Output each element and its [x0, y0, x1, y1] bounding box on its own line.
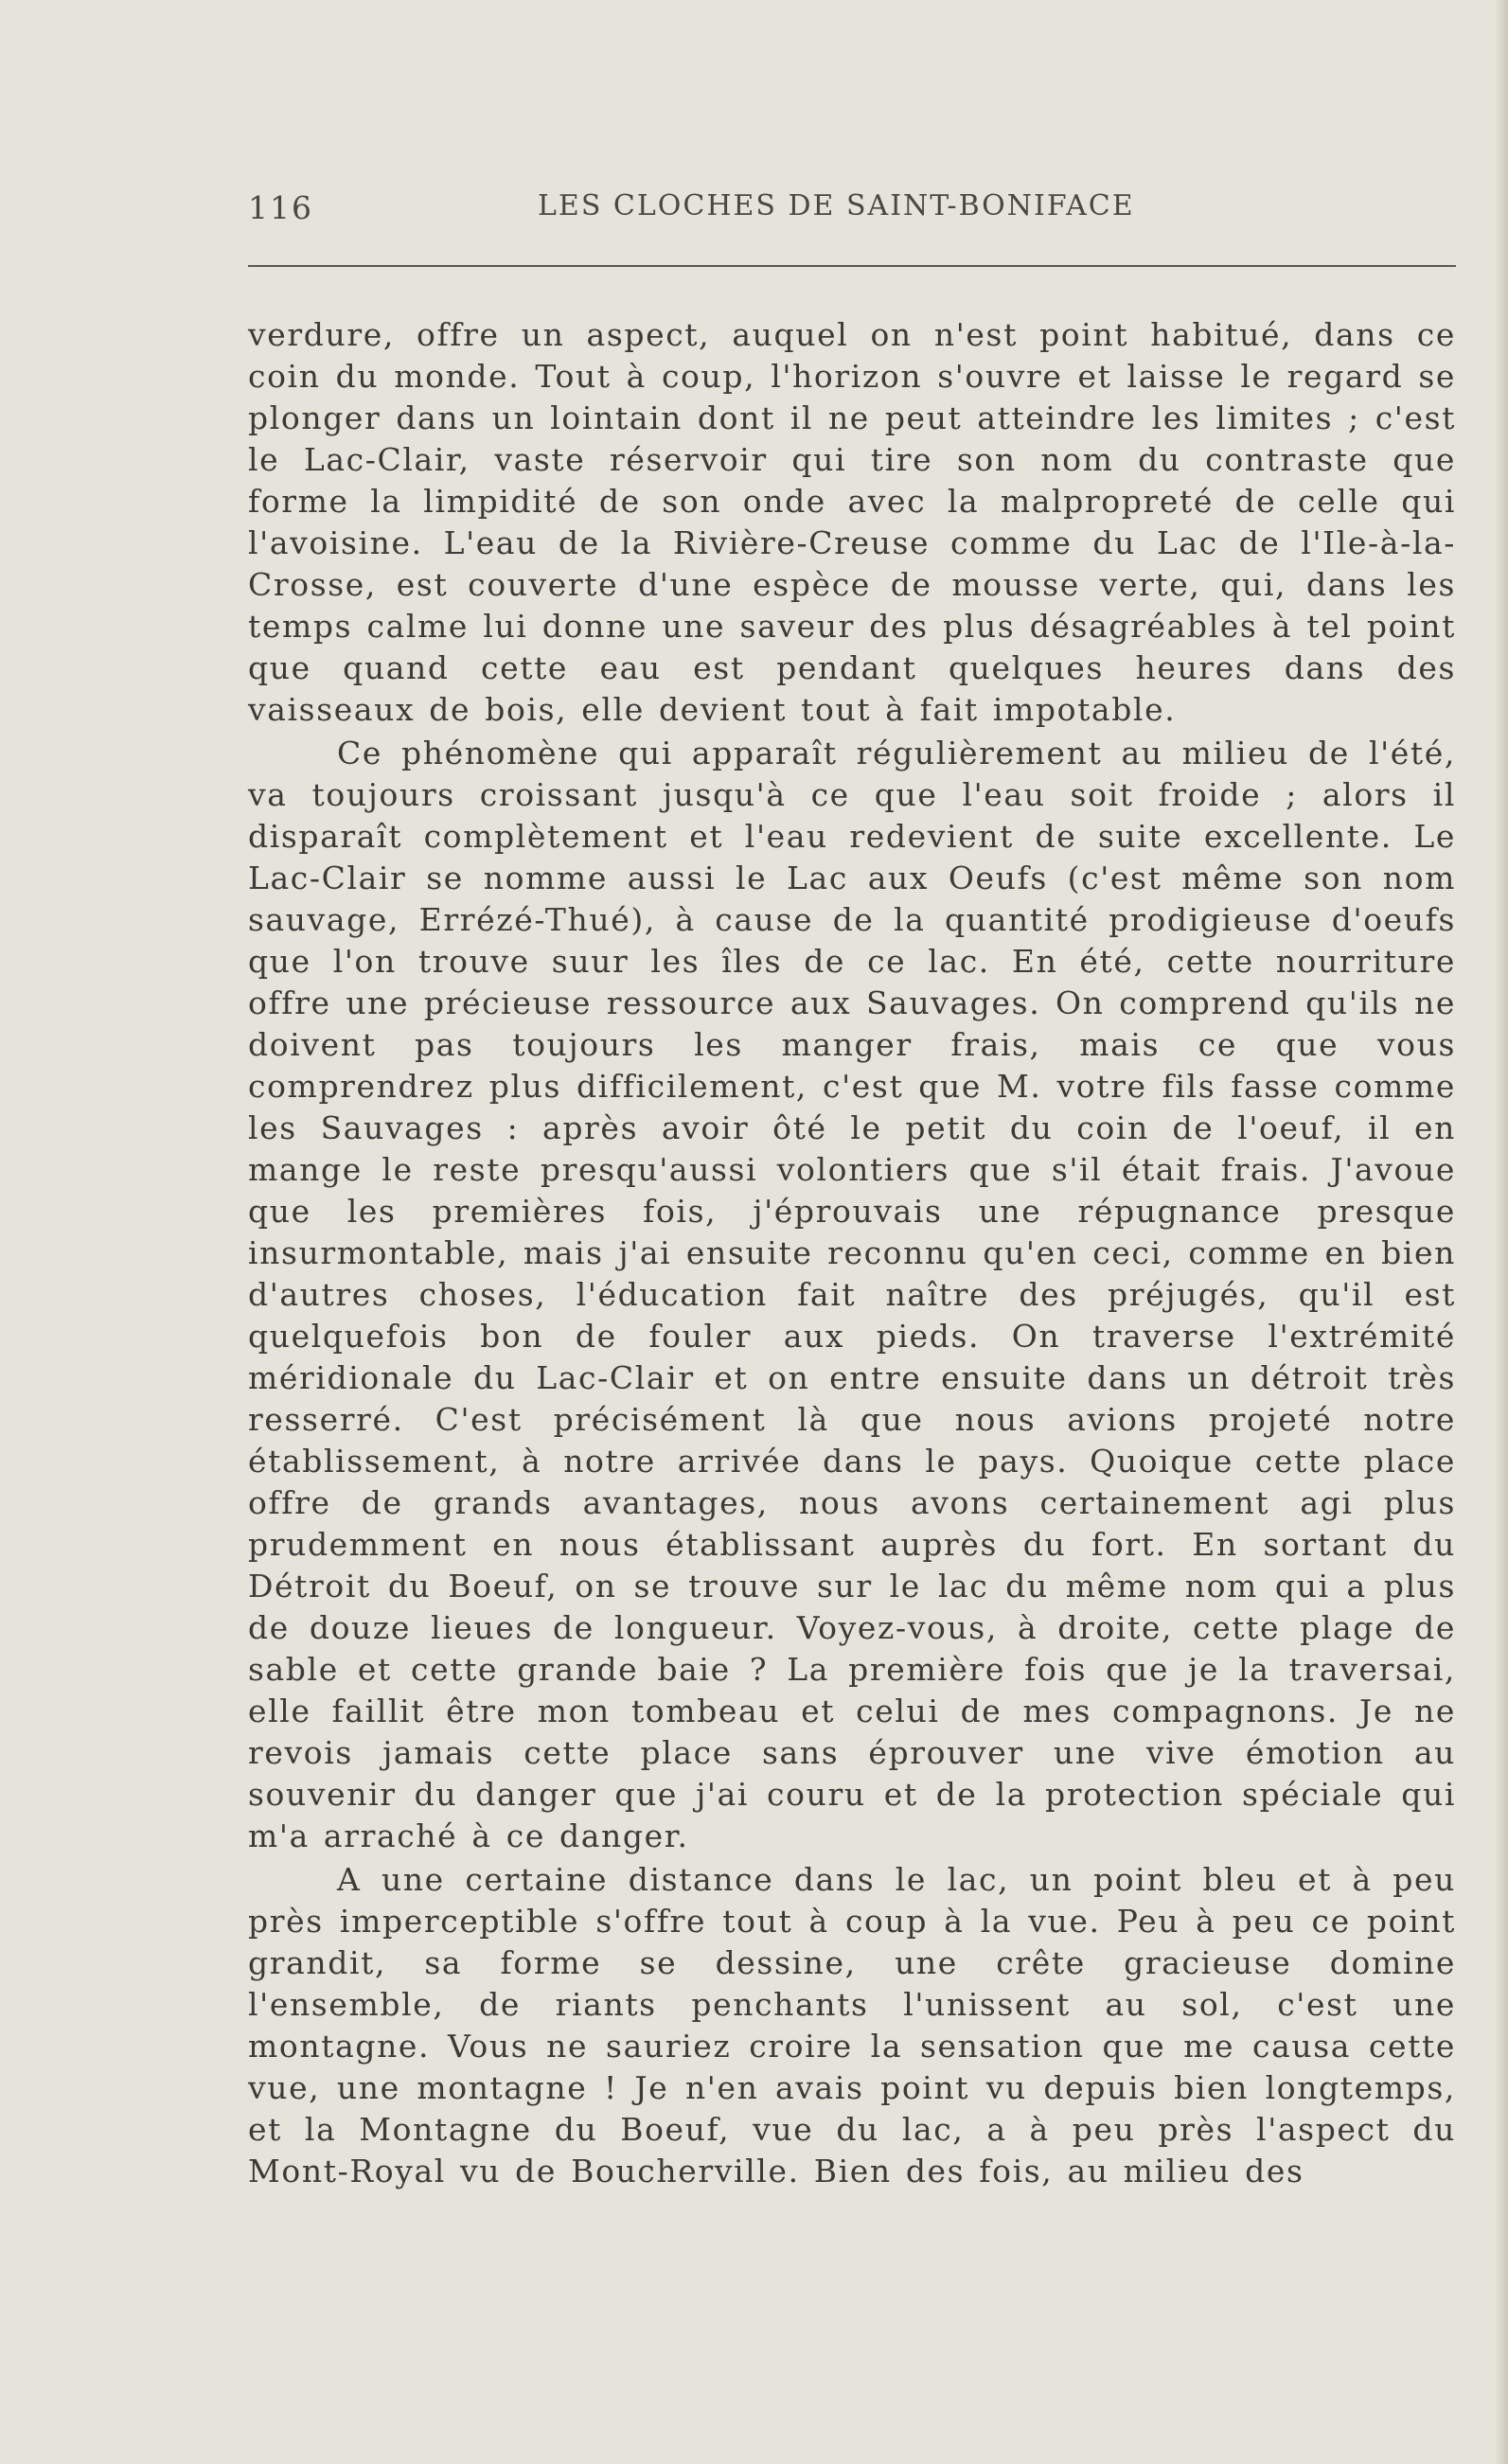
page-header [248, 189, 1460, 237]
running-title: LES CLOCHES DE SAINT-BONIFACE [538, 189, 1135, 222]
paragraph-1: verdure, offre un aspect, auquel on n'est point habitué, dans ce coin du monde. Tout à coup, l'horizon s'ouvre et laisse le regard se plonger dans un lointain dont il ne peut atteindre les limites ; c'est le Lac-Clair, vaste réservoir qui tire son nom du contraste que forme la limpidité de son onde avec la malpropreté de celle qui l'avoisine. L'eau de la Rivière-Creuse comme du Lac de l'Ile-à-la-Crosse, est couverte d'une espèce de mousse verte, qui, dans les temps calme lui donne une saveur des plus désagréables à tel point que quand cette eau est pendant quelques heures dans des vaisseaux de bois, elle devient tout à fait impotable. [248, 316, 1456, 728]
page-number: 116 [248, 189, 313, 226]
paragraph-2: Ce phénomène qui apparaît régulièrement au milieu de l'été, va toujours croissant jusqu'à ce que l'eau soit froide ; alors il disparaît complètement et l'eau redevient de suite excellente. Le Lac-Clair se nomme aussi le Lac aux Oeufs (c'est même son nom sauvage, Errézé-Thué), à cause de la quantité prodigieuse d'oeufs que l'on trouve suur les îles de ce lac. En été, cette nourriture offre une précieuse ressource aux Sauvages. On comprend qu'ils ne doivent pas toujours les manger frais, mais ce que vous comprendrez plus difficilement, c'est que M. votre fils fasse comme les Sauvages : après avoir ôté le petit du coin de l'oeuf, il en mange le reste presqu'aussi volontiers que s'il était frais. J'avoue que les premières fois, j'éprouvais une répugnance presque insurmontable, mais j'ai ensuite reconnu qu'en ceci, comme en bien d'autres choses, l'éducation fait naître des préjugés, qu'il est quelquefois bon de fouler aux pieds. On traverse l'extrémité méridionale du Lac-Clair et on entre ensuite dans un détroit très resserré. C'est précisément là que nous avions projeté notre établissement, à notre arrivée dans le pays. Quoique cette place offre de grands avantages, nous avons certainement agi plus prudemment en nous établissant auprès du fort. En sortant du Détroit du Boeuf, on se trouve sur le lac du même nom qui a plus de douze lieues de longueur. Voyez-vous, à droite, cette plage de sable et cette grande baie ? La première fois que je la traversai, elle faillit être mon tombeau et celui de mes compagnons. Je ne revois jamais cette place sans éprouver une vive émotion au souvenir du danger que j'ai couru et de la protection spéciale qui m'a arraché à ce danger. [248, 735, 1456, 1854]
body-text [248, 314, 1456, 2192]
header-rule [248, 265, 1456, 267]
paragraph-3: A une certaine distance dans le lac, un point bleu et à peu près imperceptible s'offre tout à coup à la vue. Peu à peu ce point grandit, sa forme se dessine, une crête gracieuse domine l'ensemble, de riants penchants l'unissent au sol, c'est une montagne. Vous ne sauriez croire la sensation que me causa cette vue, une montagne ! Je n'en avais point vu depuis bien longtemps, et la Montagne du Boeuf, vue du lac, a à peu près l'aspect du Mont-Royal vu de Boucherville. Bien des fois, au milieu des [248, 1861, 1456, 2189]
page-edge-shadow [1495, 0, 1508, 2464]
